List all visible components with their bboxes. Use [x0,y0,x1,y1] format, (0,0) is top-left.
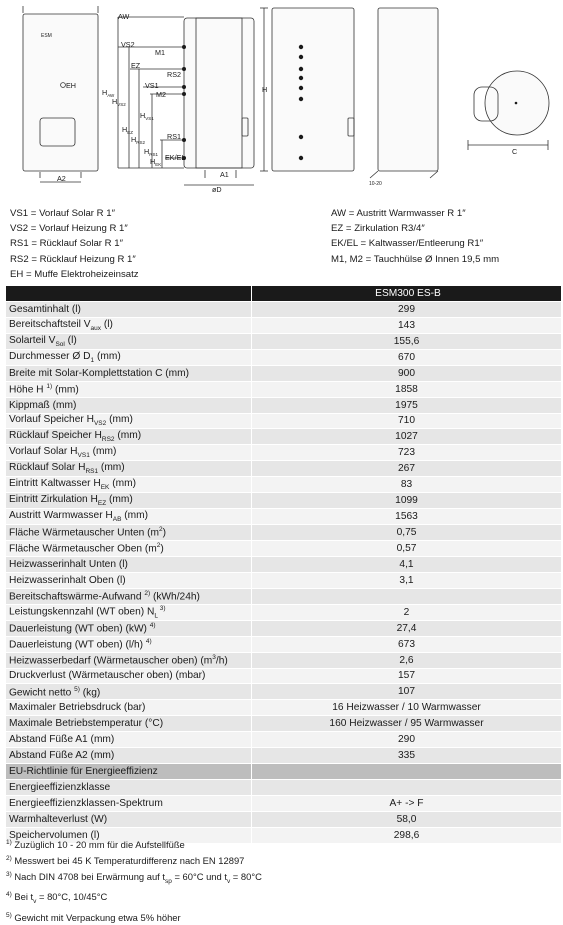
row-label [6,652,252,668]
front-view-tank [23,14,98,171]
footnote-text: Messwert bei 45 K Temperaturdifferenz nach EN 12897 [11,854,245,866]
row-value: 2,6 [252,652,562,668]
label-subscript: aux [90,324,102,332]
section-view-tank [184,18,254,168]
label-superscript: 1) [46,382,53,390]
label-unit: (kWh/24h) [150,591,200,603]
table-row [6,636,561,652]
label-subscript: L [154,612,158,620]
label-text: Energieeffizienzklasse [9,782,111,794]
table-row [6,811,561,827]
footnote-mark: 2) [6,854,12,862]
row-label [6,811,252,827]
table-row [6,620,561,636]
footnote-text: Nach DIN 4708 bei Erwärmung auf t [11,870,165,882]
row-label [6,796,252,812]
label-hez: $H_{EZ}$ [122,125,133,135]
row-label [6,668,252,684]
label-superscript: 4) [149,621,156,629]
label-subscript: VS2 [93,420,107,428]
row-label [6,413,252,429]
footnote [6,888,262,909]
label-text: Gewicht netto [9,687,75,699]
label-unit: (l) [64,334,77,346]
label-ez: EZ [131,61,141,70]
label-text: Heizwasserinhalt Oben (l) [9,574,126,586]
label-text: Breite mit Solar-Komplettstation C (mm) [9,367,190,379]
legend-item: VS2 = Vorlauf Heizung R 1″ [10,223,128,235]
table-row [6,652,561,668]
label-hvs1: $H_{VS1}$ [140,111,154,121]
label-text: Eintritt Kaltwasser H [9,478,101,490]
footnote [6,909,262,925]
label-subscript: RS1 [85,468,99,476]
label-subscript: Sol [55,340,65,348]
table-row [6,429,561,445]
label-text: Eintritt Zirkulation H [9,494,98,506]
label-text: Heizwasserbedarf (Wärmetauscher oben) (m [9,655,213,667]
legend-item: RS2 = Rücklauf Heizung R 1″ [10,253,136,265]
label-subscript: EK [100,484,110,492]
row-label [6,700,252,716]
table-row [6,365,561,381]
label-text: Kippmaß (mm) [9,399,77,411]
row-label [6,461,252,477]
label-text: Abstand Füße A1 (mm) [9,734,115,746]
label-superscript: 3) [157,605,166,612]
narrow-view-tank [378,8,438,171]
label-text: Dauerleistung (WT oben) (l/h) [9,639,146,651]
legend-item: AW = Austritt Warmwasser R 1″ [331,208,466,219]
row-label [6,301,252,317]
row-label [6,716,252,732]
label-unit: (mm) [106,494,133,506]
label-unit: ) [162,527,167,539]
legend-item: M1, M2 = Tauchhülse Ø Innen 19,5 mm [331,253,500,265]
table-row [6,796,561,812]
row-value: 299 [252,301,562,317]
row-label [6,636,252,652]
row-label [6,604,252,620]
row-value: 58,0 [252,811,562,827]
label-ekel: EK/EL [165,153,186,162]
label-text: Heizwasserinhalt Unten (l) [9,558,128,570]
label-superscript: 2 [156,542,161,550]
table-row [6,588,561,604]
row-value: 900 [252,365,562,381]
row-value: 1099 [252,493,562,509]
label-unit: (l) [101,318,113,330]
row-value: 155,6 [252,333,562,349]
row-label [6,381,252,397]
row-value: 1027 [252,429,562,445]
row-label [6,764,252,780]
label-text: Solarteil V [9,334,56,346]
label-aw: AW [118,12,130,21]
footnote-mark: 4) [6,891,12,899]
label-c: C [512,147,518,156]
label-a2: A2 [57,174,66,183]
row-value: 83 [252,477,562,493]
table-row [6,684,561,700]
label-od: øD [212,185,222,194]
label-text: Bereitschaftswärme-Aufwand [9,591,145,603]
table-row [6,732,561,748]
label-text: Fläche Wärmetauscher Unten (m [9,527,160,539]
row-value: 2 [252,604,562,620]
label-hvs2: $H_{VS2}$ [112,97,126,107]
row-label [6,572,252,588]
label-m1: M1 [155,48,165,57]
row-value: 16 Heizwasser / 10 Warmwasser [252,700,562,716]
row-label [6,429,252,445]
table-row [6,493,561,509]
row-value: 4,1 [252,556,562,572]
row-value: 710 [252,413,562,429]
row-label [6,445,252,461]
technical-drawings [0,0,563,195]
label-h: H [262,85,268,94]
footnote-subscript: v [33,898,37,906]
header-label-cell [6,286,252,301]
label-text: Warmhalteverlust (W) [9,813,108,825]
label-subscript: EZ [97,500,107,508]
label-superscript: 3 [212,653,216,661]
row-label [6,541,252,557]
legend-right-column [331,206,499,267]
label-rs2: RS2 [167,70,181,79]
label-text: Leistungskennzahl (WT oben) N [9,606,155,618]
row-value: 143 [252,317,562,333]
footnote [6,852,262,868]
row-label [6,333,252,349]
label-unit: (kg) [79,687,101,699]
row-value: 160 Heizwasser / 95 Warmwasser [252,716,562,732]
footnote-text: = 60°C und t [171,870,227,882]
table-row [6,413,561,429]
row-value: 1563 [252,509,562,525]
row-label [6,525,252,541]
label-a1: A1 [220,170,229,179]
label-text: Vorlauf Solar H [9,446,78,458]
row-label [6,397,252,413]
table-row [6,461,561,477]
row-value: 290 [252,732,562,748]
row-label [6,780,252,796]
legend-item: EH = Muffe Elektroheizeinsatz [10,268,139,280]
footnote-mark: 5) [6,912,12,920]
table-row [6,333,561,349]
legend-item: VS1 = Vorlauf Solar R 1″ [10,208,115,219]
table-row [6,541,561,557]
table-row [6,397,561,413]
label-superscript: 2) [144,590,151,598]
table-row [6,445,561,461]
row-label [6,365,252,381]
row-value: 335 [252,748,562,764]
row-label [6,684,252,700]
label-unit: (mm) [89,446,117,458]
label-unit: (mm) [98,462,125,474]
row-value [252,764,562,780]
label-text: Vorlauf Speicher H [9,414,94,426]
label-text: Speichervolumen (l) [9,829,100,841]
row-value: 1975 [252,397,562,413]
table-row [6,572,561,588]
label-text: EU-Richtlinie für Energieeffizienz [9,766,158,778]
row-value: 298,6 [252,827,562,843]
footnote-text: Zuzüglich 10 - 20 mm für die Aufstellfüße [11,839,185,851]
footnote-text: Gewicht mit Verpackung etwa 5% höher [11,912,181,924]
label-text: Bereitschaftsteil V [9,318,91,330]
table-row [6,748,561,764]
label-superscript: 2 [159,526,163,534]
row-value: 673 [252,636,562,652]
row-label [6,620,252,636]
label-hw: $H_{AW}$ [102,88,115,98]
label-text: Druckverlust (Wärmetauscher oben) (mbar) [9,670,206,682]
row-value: 0,75 [252,525,562,541]
table-row [6,477,561,493]
table-row [6,381,561,397]
label-text: Gesamtinhalt (l) [9,303,81,315]
table-row [6,556,561,572]
label-superscript: 5) [74,685,80,693]
label-text: Energieeffizienzklassen-Spektrum [9,797,163,809]
row-label [6,477,252,493]
legend-item: RS1 = Rücklauf Solar R 1″ [10,238,123,250]
row-label [6,317,252,333]
row-label [6,493,252,509]
table-row [6,716,561,732]
table-header-row [6,286,561,301]
brand-mark: ESM [41,33,52,39]
label-text: Durchmesser Ø D [9,350,91,362]
row-label [6,732,252,748]
row-value [252,588,562,604]
label-spacing: 10-20 [369,181,382,187]
row-value: 3,1 [252,572,562,588]
table-row [6,668,561,684]
footnote-text: Bei t [11,891,34,903]
row-label [6,509,252,525]
label-subscript: VS1 [77,452,90,460]
label-text: Höhe H [9,384,47,396]
label-text: Fläche Wärmetauscher Oben (m [9,543,157,555]
label-unit: (mm) [121,510,149,522]
drawing-svg [0,0,563,195]
row-value: 0,57 [252,541,562,557]
row-value: 267 [252,461,562,477]
specification-table [6,286,561,844]
footnote [6,836,262,852]
footnote-mark: 1) [6,839,12,846]
side-view-tank [272,8,354,171]
label-rs1: RS1 [167,132,181,141]
table-row [6,317,561,333]
legend-left-column [10,206,139,282]
label-text: Rücklauf Speicher H [9,430,102,442]
label-text: Maximale Betriebstemperatur (°C) [9,718,164,730]
table-row [6,700,561,716]
label-hrs1: $H_{RS1}$ [144,147,158,157]
row-value [252,780,562,796]
label-text: Rücklauf Solar H [9,462,86,474]
label-superscript: 4) [145,637,152,645]
footnote-text: = 80°C, 10/45°C [36,891,108,903]
footnote-text: = 80°C [230,870,262,882]
label-unit: (mm) [106,414,133,426]
label-text: Maximaler Betriebsdruck (bar) [9,702,146,714]
row-value: 107 [252,684,562,700]
legend-item: EK/EL = Kaltwasser/Entleerung R1″ [331,238,484,250]
row-value: 157 [252,668,562,684]
legend-item: EZ = Zirkulation R3/4″ [331,223,425,235]
row-label [6,349,252,365]
footnote [6,868,262,889]
footnote-subscript: sp [164,877,172,885]
table-row [6,525,561,541]
row-value: 670 [252,349,562,365]
footnotes [6,836,262,925]
label-unit: (mm) [52,384,79,396]
row-label [6,748,252,764]
label-subscript: RS2 [101,436,115,444]
label-hek: $H_{EK}$ [150,157,162,167]
row-value: 27,4 [252,620,562,636]
label-text: Austritt Warmwasser H [9,510,113,522]
table-row [6,764,561,780]
label-hrs2: $H_{RS2}$ [131,135,145,145]
label-vs2: VS2 [121,40,135,49]
row-label [6,588,252,604]
row-value: 1858 [252,381,562,397]
row-label [6,556,252,572]
label-unit: ) [160,543,164,555]
row-value: A+ -> F [252,796,562,812]
label-text: Abstand Füße A2 (mm) [9,750,115,762]
label-text: Dauerleistung (WT oben) (kW) [9,623,150,635]
label-unit: (mm) [109,478,136,490]
label-subscript: AB [112,516,122,524]
footnote-mark: 3) [6,870,12,878]
label-m2: M2 [156,90,166,99]
table-row [6,780,561,796]
label-unit: /h) [215,655,228,667]
label-unit: (mm) [94,350,121,362]
table-row [6,604,561,620]
table-row [6,349,561,365]
label-eh: EH [66,81,76,90]
table-row [6,509,561,525]
row-value: 723 [252,445,562,461]
label-unit: (mm) [114,430,142,442]
label-subscript: 1 [90,356,95,364]
header-model-cell: ESM300 ES-B [252,286,562,301]
table-row [6,301,561,317]
footnote-subscript: v [226,877,231,885]
label-vs1: VS1 [145,81,159,90]
